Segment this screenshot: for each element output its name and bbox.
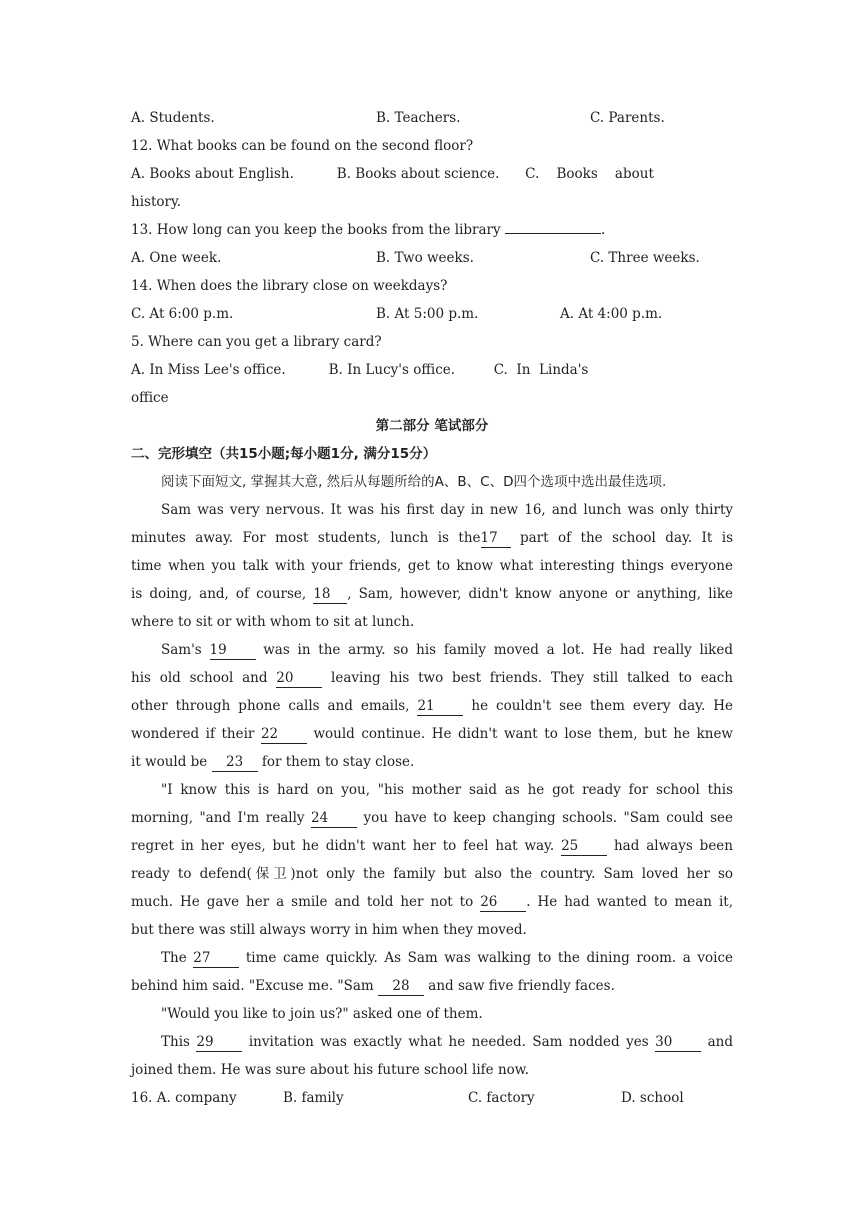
instruction: 阅读下面短文, 掌握其大意, 然后从每题所给的A、B、C、D四个选项中选出最佳选项. <box>161 474 667 490</box>
passage-line: "Would you like to join us?" asked one of them. <box>161 1006 483 1022</box>
q11-option-b: B. Teachers. <box>376 110 461 126</box>
blank-28: 28 <box>378 977 424 996</box>
q13-option-b: B. Two weeks. <box>376 250 474 266</box>
blank-29: 29 <box>196 1033 242 1052</box>
q11-options <box>131 104 733 132</box>
passage-line: joined them. He was sure about his future school life now. <box>131 1062 530 1078</box>
passage-line: "I know this is hard on you, "his mother said as he got ready for school this <box>161 782 733 798</box>
passage-line: other through phone calls and emails, 21 he couldn't see them every day. He <box>131 698 733 714</box>
passage-line: The 27 time came quickly. As Sam was walking to the dining room. a voice <box>161 950 733 966</box>
q16-options <box>131 1084 733 1112</box>
q16-option-d: D. school <box>621 1090 684 1106</box>
blank-23: 23 <box>212 753 258 772</box>
blank-24: 24 <box>311 809 357 828</box>
passage-line: is doing, and, of course, 18 , Sam, however, didn't know anyone or anything, like <box>131 586 733 602</box>
passage-line: where to sit or with whom to sit at lunch. <box>131 614 415 630</box>
q15-options: A. In Miss Lee's office. B. In Lucy's office. C. In Linda's <box>131 362 589 378</box>
q11-option-c: C. Parents. <box>590 110 665 126</box>
blank-25: 25 <box>561 837 607 856</box>
q15-options-cont: office <box>131 390 169 406</box>
passage-line: Sam's 19 was in the army. so his family moved a lot. He had really liked <box>161 642 733 658</box>
q16-option-a: 16. A. company <box>131 1090 237 1106</box>
q13-option-a: A. One week. <box>131 250 222 266</box>
q12-question: 12. What books can be found on the second floor? <box>131 138 474 154</box>
q13-text: 13. How long can you keep the books from the library <box>131 222 505 238</box>
q14-option-3: A. At 4:00 p.m. <box>560 306 663 322</box>
blank-30: 30 <box>655 1033 701 1052</box>
q14-question: 14. When does the library close on weekdays? <box>131 278 448 294</box>
q12-options: A. Books about English. B. Books about science. C. Books about <box>131 166 654 182</box>
exam-page <box>131 104 733 1112</box>
q15-question: 5. Where can you get a library card? <box>131 334 382 350</box>
q14-option-2: B. At 5:00 p.m. <box>376 306 479 322</box>
passage-line: wondered if their 22 would continue. He didn't want to lose them, but he knew <box>131 726 733 742</box>
q16-option-c: C. factory <box>468 1090 535 1106</box>
section-title: 二、完形填空（共15小题;每小题1分, 满分15分） <box>131 446 437 462</box>
blank-21: 21 <box>417 697 463 716</box>
passage-line: ready to defend(保卫)not only the family but also the country. Sam loved her so <box>131 866 733 882</box>
blank-27: 27 <box>193 949 239 968</box>
blank-22: 22 <box>261 725 307 744</box>
blank-26: 26 <box>480 893 526 912</box>
part2-title: 第二部分 笔试部分 <box>375 418 489 434</box>
passage-line: time when you talk with your friends, get to know what interesting things everyone <box>131 558 733 574</box>
q13-period: . <box>600 222 606 238</box>
passage-line: Sam was very nervous. It was his first day in new 16, and lunch was only thirty <box>161 502 733 518</box>
passage-line: his old school and 20 leaving his two best friends. They still talked to each <box>131 670 733 686</box>
blank-20: 20 <box>276 669 322 688</box>
q16-option-b: B. family <box>283 1090 344 1106</box>
passage-line: behind him said. "Excuse me. "Sam 28 and saw five friendly faces. <box>131 978 615 994</box>
blank-17: 17 <box>481 529 511 548</box>
q14-options <box>131 300 733 328</box>
q12-options-cont: history. <box>131 194 182 210</box>
passage-line: much. He gave her a smile and told her not to 26 . He had wanted to mean it, <box>131 894 733 910</box>
blank-18: 18 <box>313 585 347 604</box>
q13-options <box>131 244 733 272</box>
q13-blank <box>505 217 601 234</box>
passage-line: it would be 23 for them to stay close. <box>131 754 415 770</box>
passage-line: regret in her eyes, but he didn't want her to feel hat way. 25 had always been <box>131 838 733 854</box>
q14-option-1: C. At 6:00 p.m. <box>131 306 234 322</box>
passage-line: minutes away. For most students, lunch is the17 part of the school day. It is <box>131 530 734 546</box>
q13-question <box>131 216 733 244</box>
q11-option-a: A. Students. <box>131 110 215 126</box>
passage-line: This 29 invitation was exactly what he needed. Sam nodded yes 30 and <box>161 1034 733 1050</box>
passage-line: but there was still always worry in him when they moved. <box>131 922 527 938</box>
q13-option-c: C. Three weeks. <box>590 250 700 266</box>
blank-19: 19 <box>210 641 256 660</box>
passage-line: morning, "and I'm really 24 you have to keep changing schools. "Sam could see <box>131 810 733 826</box>
